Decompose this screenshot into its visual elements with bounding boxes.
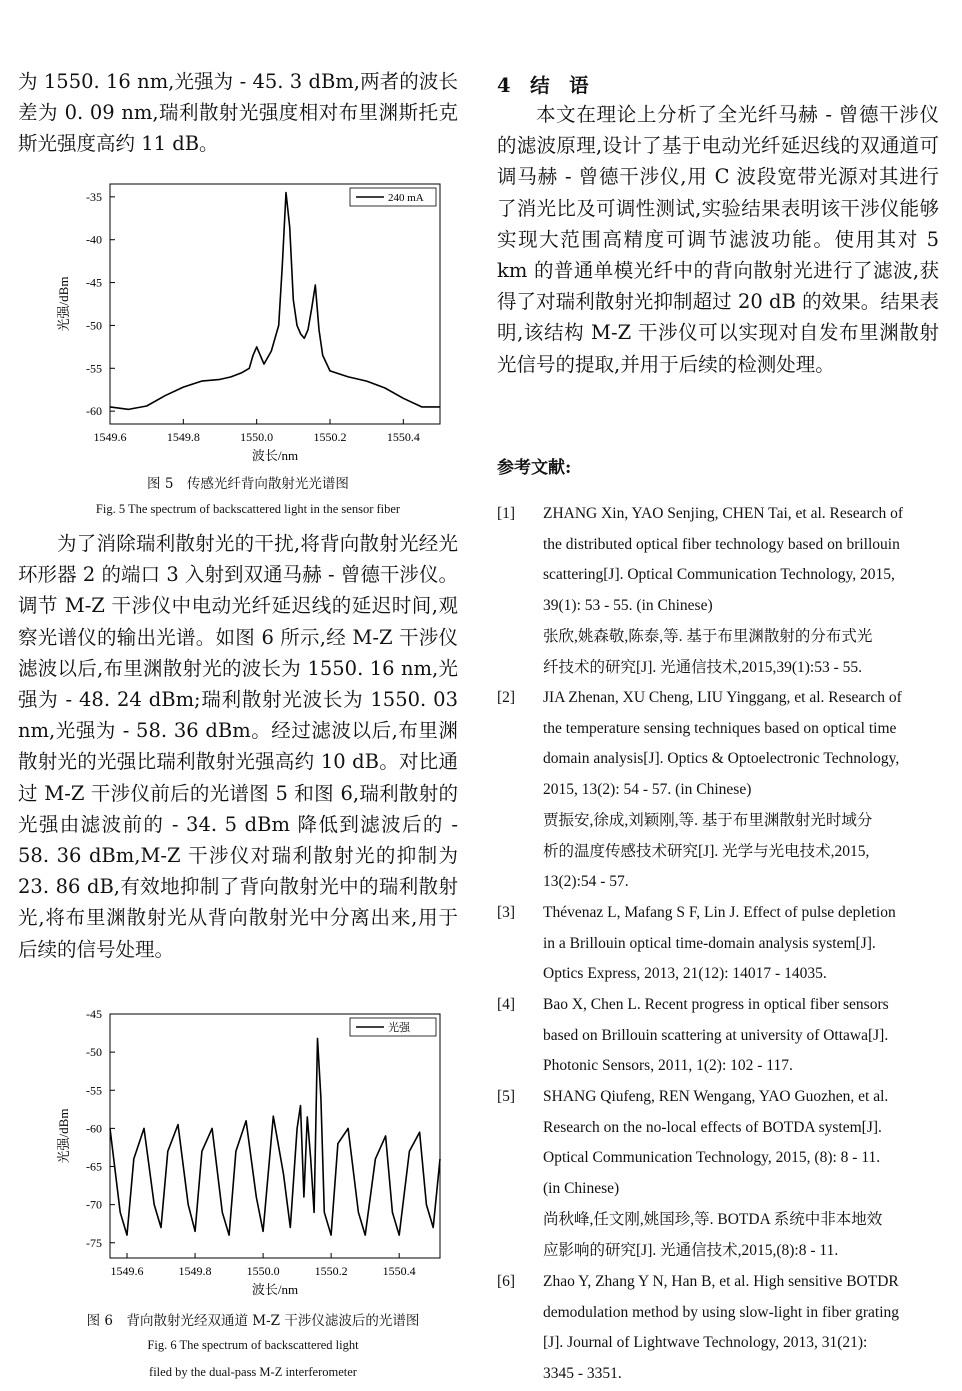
y-tick-label: -35 bbox=[86, 189, 102, 204]
figure-6-caption-en-1: Fig. 6 The spectrum of backscattered light bbox=[147, 1338, 359, 1352]
figure-5-caption-en: Fig. 5 The spectrum of backscattered light in the sensor fiber bbox=[95, 502, 401, 516]
conclusion-paragraph: 本文在理论上分析了全光纤马赫 - 曾德干涉仪的滤波原理,设计了基于电动光纤延迟线的双通道可调马赫 - 曾德干涉仪,用 C 波段宽带光源对其进行了消光比及可调性测试,实验结果表明该干涉仪能够实现大范围高精度可调节滤波功能。使用其对 5 km 的普通单模光纤中的背向散射光进行了滤波,获得了对瑞利散射光抑制超过 20 dB 的效果。结果表明,该结构 M-Z 干涉仪可以实现对自发布里渊散射光信号的提取,并用于后续的检测处理。 bbox=[497, 103, 939, 376]
reference-text bbox=[543, 1267, 939, 1390]
reference-line: Photonic Sensors, 2011, 1(2): 102 - 117. bbox=[543, 1057, 793, 1075]
reference-line: based on Brillouin scattering at university of Ottawa[J]. bbox=[543, 1026, 889, 1044]
reference-number: [3] bbox=[497, 904, 516, 921]
figure-5-caption-cn: 图 5 传感光纤背向散射光光谱图 bbox=[147, 476, 349, 492]
reference-line: domain analysis[J]. Optics & Optoelectronic Technology, bbox=[543, 750, 900, 768]
x-tick-label: 1550.2 bbox=[314, 1264, 348, 1278]
reference-line: (in Chinese) bbox=[543, 1180, 620, 1198]
plot-frame bbox=[110, 184, 440, 424]
reference-line: 纤技术的研究[J]. 光通信技术,2015,39(1):53 - 55. bbox=[543, 658, 863, 676]
x-tick-label: 1549.8 bbox=[166, 430, 200, 444]
reference-text bbox=[543, 898, 939, 990]
paragraph-top: 为 1550. 16 nm,光强为 - 45. 3 dBm,两者的波长差为 0. 09 nm,瑞利散射光强度相对布里渊斯托克斯光强度高约 11 dB。 bbox=[18, 70, 458, 156]
x-axis-label: 波长/nm bbox=[251, 448, 299, 463]
reference-line: Research on the no-local effects of BOTDA system[J]. bbox=[543, 1118, 882, 1136]
legend-label: 光强 bbox=[388, 1022, 410, 1034]
reference-item bbox=[497, 898, 939, 990]
reference-text bbox=[543, 683, 939, 898]
reference-item bbox=[497, 499, 939, 683]
reference-item bbox=[497, 1082, 939, 1266]
figure-6-caption-en-2: filed by the dual-pass M-Z interferometer bbox=[149, 1365, 357, 1379]
reference-line: SHANG Qiufeng, REN Wengang, YAO Guozhen, et al. bbox=[543, 1088, 889, 1105]
reference-line: scattering[J]. Optical Communication Technology, 2015, bbox=[543, 566, 895, 584]
reference-line: 3345 - 3351. bbox=[543, 1365, 622, 1383]
reference-line: Thévenaz L, Mafang S F, Lin J. Effect of pulse depletion bbox=[543, 904, 896, 921]
paragraph-mid: 为了消除瑞利散射光的干扰,将背向散射光经光环形器 2 的端口 3 入射到双通马赫 - 曾德干涉仪。调节 M-Z 干涉仪中电动光纤延迟线的延迟时间,观察光谱仪的输出光谱。如图 6 所示,经 M-Z 干涉仪滤波以后,布里渊散射光的波长为 1550. 16 nm,光强为 - 48. 24 dBm;瑞利散射光波长为 1550. 03 nm,光强为 - 58. 36 dBm。经过滤波以后,布里渊散射光的光强比瑞利散射光强高约 10 dB。对比通过 M-Z 干涉仪前后的光谱图 5 和图 6,瑞利散射的光强由滤波前的 - 34. 5 dBm 降低到滤波后的 - 58. 36 dBm,M-Z 干涉仪对瑞利散射光的抑制为 23. 86 dB,有效地抑制了背向散射光中的瑞利散射光,将布里渊散射光从背向散射光中分离出来,用于后续的信号处理。 bbox=[18, 532, 458, 961]
reference-line: JIA Zhenan, XU Cheng, LIU Yinggang, et al. Research of bbox=[543, 689, 902, 706]
reference-line: the temperature sensing techniques based on optical time bbox=[543, 719, 897, 737]
reference-number: [6] bbox=[497, 1273, 516, 1290]
reference-line: 尚秋峰,任文刚,姚国珍,等. BOTDA 系统中非本地效 bbox=[543, 1210, 883, 1228]
x-tick-label: 1550.0 bbox=[246, 1264, 280, 1278]
reference-line: 张欣,姚森敬,陈泰,等. 基于布里渊散射的分布式光 bbox=[543, 627, 873, 645]
y-tick-label: -40 bbox=[86, 232, 102, 247]
y-tick-label: -45 bbox=[86, 275, 102, 290]
series-line bbox=[110, 193, 440, 410]
reference-line: in a Brillouin optical time-domain analysis system[J]. bbox=[543, 934, 876, 952]
reference-item bbox=[497, 1267, 939, 1390]
reference-text bbox=[543, 1082, 939, 1266]
reference-line: Zhao Y, Zhang Y N, Han B, et al. High sensitive BOTDR bbox=[543, 1273, 899, 1290]
reference-number: [1] bbox=[497, 505, 516, 522]
figure-6-chart bbox=[48, 1006, 458, 1301]
legend-label: 240 mA bbox=[388, 192, 424, 204]
reference-line: Bao X, Chen L. Recent progress in optical fiber sensors bbox=[543, 996, 889, 1013]
reference-line: [J]. Journal of Lightwave Technology, 2013, 31(21): bbox=[543, 1334, 868, 1352]
y-tick-label: -55 bbox=[86, 361, 102, 376]
reference-text bbox=[543, 990, 939, 1082]
reference-line: Optics Express, 2013, 21(12): 14017 - 14035. bbox=[543, 965, 827, 983]
reference-line: 13(2):54 - 57. bbox=[543, 873, 629, 891]
reference-line: 39(1): 53 - 55. (in Chinese) bbox=[543, 597, 713, 615]
y-tick-label: -50 bbox=[86, 318, 102, 333]
x-tick-label: 1549.8 bbox=[178, 1264, 212, 1278]
x-axis-label: 波长/nm bbox=[251, 1282, 299, 1297]
reference-number: [2] bbox=[497, 689, 516, 706]
figure-5-chart bbox=[58, 176, 458, 466]
reference-line: 贾振安,徐成,刘颖刚,等. 基于布里渊散射光时域分 bbox=[543, 811, 873, 829]
x-tick-label: 1550.4 bbox=[382, 1264, 416, 1278]
reference-line: 2015, 13(2): 54 - 57. (in Chinese) bbox=[543, 781, 752, 799]
y-tick-label: -70 bbox=[86, 1197, 102, 1212]
reference-line: Optical Communication Technology, 2015, (8): 8 - 11. bbox=[543, 1149, 881, 1167]
reference-line: the distributed optical fiber technology based on brillouin bbox=[543, 535, 900, 553]
y-tick-label: -60 bbox=[86, 404, 102, 419]
x-tick-label: 1550.2 bbox=[313, 430, 347, 444]
reference-line: ZHANG Xin, YAO Senjing, CHEN Tai, et al. Research of bbox=[543, 505, 904, 522]
reference-number: [5] bbox=[497, 1088, 516, 1105]
series-line bbox=[110, 1038, 440, 1235]
reference-item bbox=[497, 990, 939, 1082]
y-axis-label: 光强/dBm bbox=[56, 1108, 71, 1164]
section-heading: 4 结 语 bbox=[497, 74, 589, 97]
reference-text bbox=[543, 499, 939, 683]
figure-6-caption-cn: 图 6 背向散射光经双通道 M-Z 干涉仪滤波后的光谱图 bbox=[86, 1313, 420, 1329]
y-tick-label: -65 bbox=[86, 1159, 102, 1174]
x-tick-label: 1550.4 bbox=[386, 430, 420, 444]
x-tick-label: 1549.6 bbox=[93, 430, 127, 444]
y-tick-label: -75 bbox=[86, 1235, 102, 1250]
y-tick-label: -60 bbox=[86, 1121, 102, 1136]
y-axis-label: 光强/dBm bbox=[56, 276, 71, 332]
reference-number: [4] bbox=[497, 996, 516, 1013]
y-tick-label: -55 bbox=[86, 1083, 102, 1098]
reference-line: 应影响的研究[J]. 光通信技术,2015,(8):8 - 11. bbox=[543, 1241, 839, 1259]
x-tick-label: 1550.0 bbox=[240, 430, 274, 444]
reference-line: demodulation method by using slow-light in fiber grating bbox=[543, 1303, 900, 1321]
reference-line: 析的温度传感技术研究[J]. 光学与光电技术,2015, bbox=[543, 842, 870, 860]
x-tick-label: 1549.6 bbox=[110, 1264, 144, 1278]
y-tick-label: -45 bbox=[86, 1007, 102, 1021]
references-heading: 参考文献: bbox=[497, 458, 572, 478]
reference-item bbox=[497, 683, 939, 898]
y-tick-label: -50 bbox=[86, 1045, 102, 1060]
